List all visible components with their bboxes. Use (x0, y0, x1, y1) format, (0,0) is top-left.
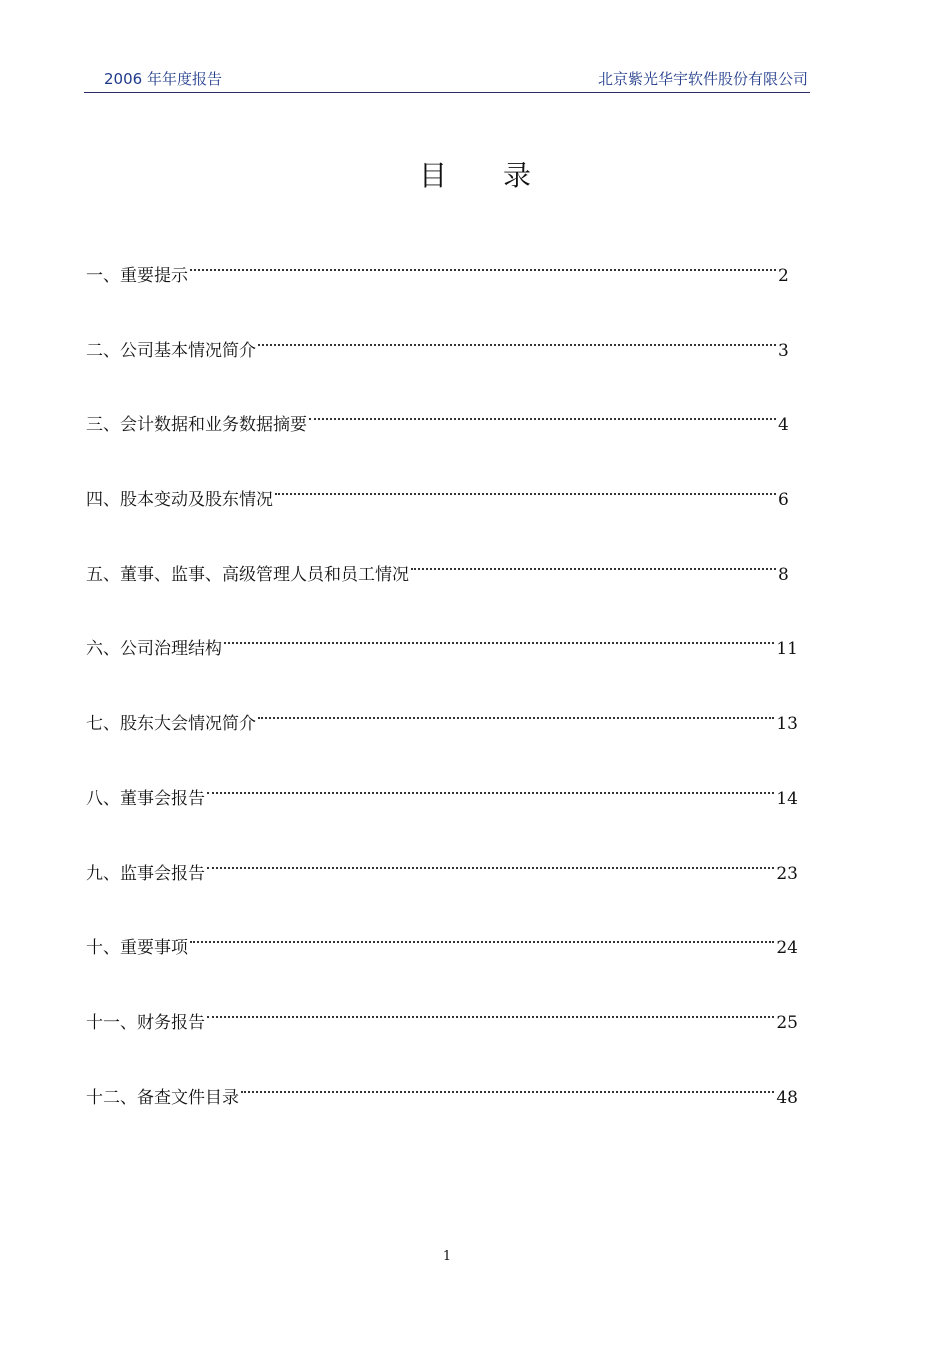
toc-entry-label: 五、董事、监事、高级管理人员和员工情况 (86, 564, 409, 585)
toc-entry-page: 23 (776, 863, 798, 884)
toc-leader-dots (411, 551, 776, 570)
toc-entry-page: 8 (778, 564, 789, 585)
toc-entry[interactable] (86, 1084, 798, 1159)
toc-entry-page: 14 (776, 788, 798, 809)
toc-entry-label: 十、重要事项 (86, 938, 188, 959)
toc-leader-dots (275, 476, 776, 495)
toc-entry-label: 八、董事会报告 (86, 788, 205, 809)
page-header (84, 66, 810, 93)
toc-entry[interactable] (86, 710, 798, 785)
toc-entry-page: 4 (778, 415, 789, 436)
toc-leader-dots (207, 850, 774, 869)
toc-entry[interactable] (86, 411, 798, 486)
toc-leader-dots (224, 625, 774, 644)
toc-entry[interactable] (86, 1009, 798, 1084)
toc-title: 目录 (418, 159, 587, 192)
toc-entry[interactable] (86, 262, 798, 337)
page-number: 1 (442, 1249, 452, 1264)
toc-entry-label: 六、公司治理结构 (86, 639, 222, 660)
toc-entry-page: 3 (778, 340, 789, 361)
toc-entry[interactable] (86, 934, 798, 1009)
toc-leader-dots (258, 700, 774, 719)
toc-leader-dots (258, 327, 776, 346)
toc-leader-dots (309, 401, 776, 420)
toc-entry-page: 2 (778, 266, 789, 286)
toc-entry-label: 一、重要提示 (86, 266, 188, 286)
toc-entry-label: 二、公司基本情况简介 (86, 340, 256, 361)
toc-entry[interactable] (86, 635, 798, 710)
toc-leader-dots (207, 999, 774, 1018)
toc-entry[interactable] (86, 486, 798, 561)
header-report-year: 2006 年年度报告 (104, 70, 222, 88)
toc-entry-page: 6 (778, 490, 789, 511)
toc-entry-label: 七、股东大会情况简介 (86, 714, 256, 735)
toc-entry-page: 13 (776, 714, 798, 735)
toc-entry-page: 25 (776, 1012, 798, 1033)
toc-entry-label: 十一、财务报告 (86, 1012, 205, 1033)
toc-leader-dots (207, 775, 774, 794)
toc-entry[interactable] (86, 785, 798, 860)
toc-entry[interactable] (86, 337, 798, 412)
toc-entry-label: 九、监事会报告 (86, 863, 205, 884)
toc-entry-page: 11 (776, 639, 798, 660)
toc-leader-dots (241, 1074, 774, 1093)
header-company-name: 北京紫光华宇软件股份有限公司 (597, 70, 808, 88)
toc-entry-page: 48 (776, 1087, 798, 1108)
toc-entry-label: 十二、备查文件目录 (86, 1087, 239, 1108)
toc-entry-page: 24 (776, 938, 798, 959)
toc-entry-label: 四、股本变动及股东情况 (86, 490, 273, 511)
toc-entry[interactable] (86, 860, 798, 935)
toc-leader-dots (190, 924, 774, 943)
toc-leader-dots (190, 252, 776, 271)
toc-entry-label: 三、会计数据和业务数据摘要 (86, 415, 307, 436)
toc-entry[interactable] (86, 561, 798, 636)
table-of-contents (86, 262, 798, 1158)
